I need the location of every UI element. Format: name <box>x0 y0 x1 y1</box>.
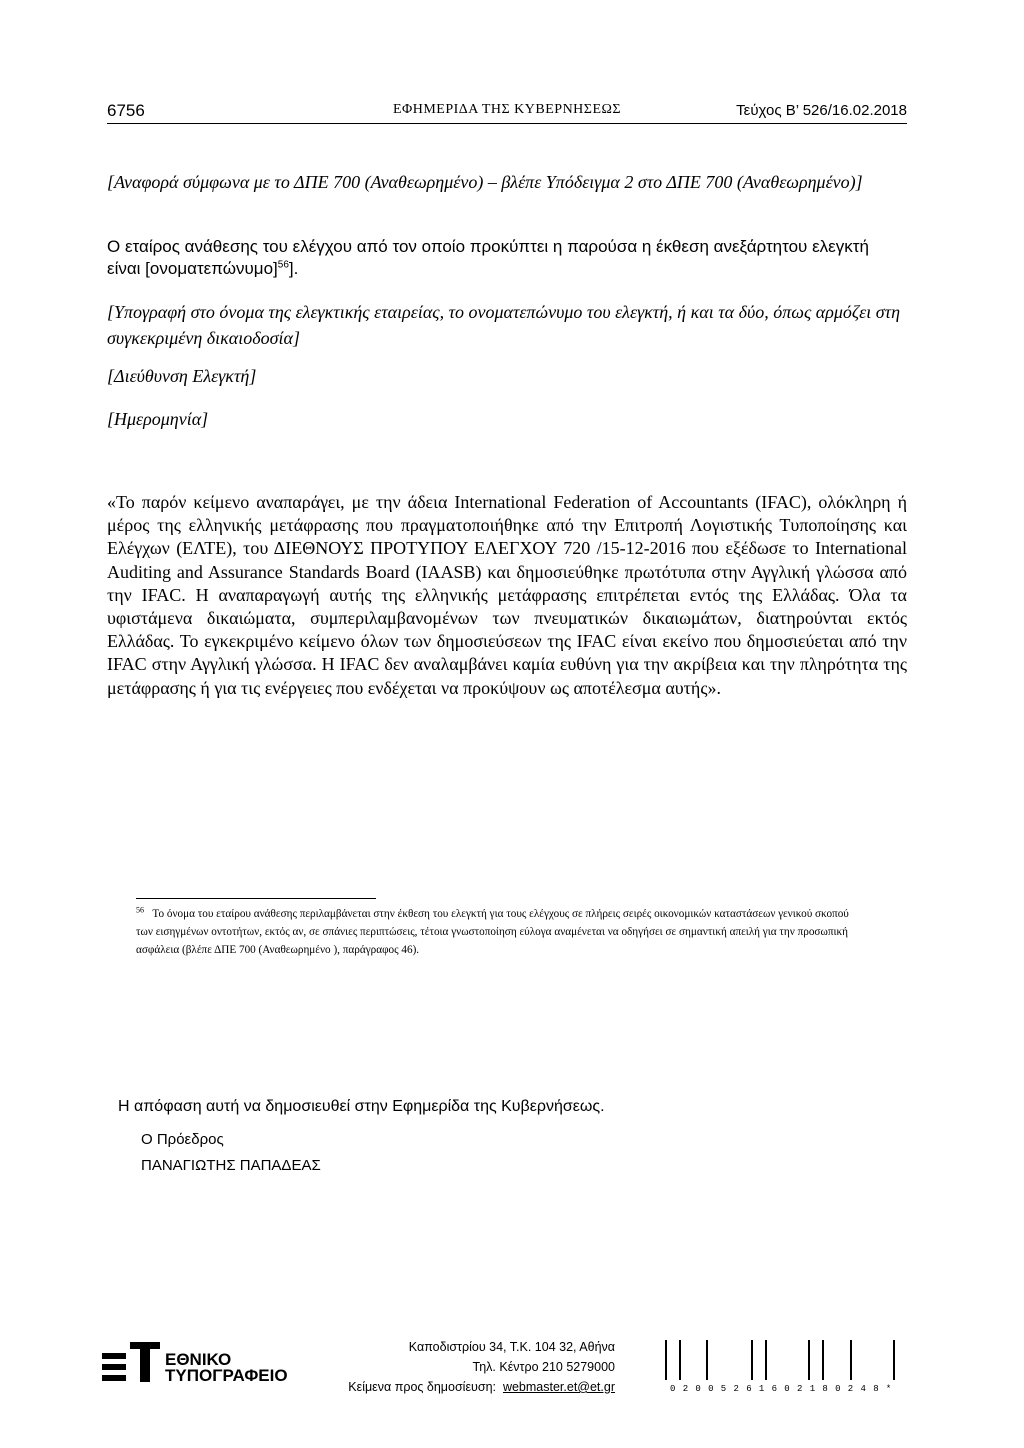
president-title: Ο Πρόεδρος <box>141 1131 224 1148</box>
logo-mark-icon <box>102 1342 160 1388</box>
logo-line-2: ΤΥΠΟΓΡΑΦΕΙΟ <box>165 1366 288 1385</box>
address-placeholder: [Διεύθυνση Ελεγκτή] <box>107 366 257 386</box>
email-link[interactable]: webmaster.et@et.gr <box>502 1380 615 1394</box>
footnote-reference[interactable]: 56 <box>277 259 289 271</box>
barcode-digits: 02005261602180248* <box>670 1384 899 1394</box>
logo-text <box>165 1352 288 1384</box>
footnote-text: Το όνομα του εταίρου ανάθεσης περιλαμβάνεται στην έκθεση του ελεγκτή για τους ελέγχους σε πλήρεις σειρές οικονομικών καταστάσεων γενικού σκοπού των εισηγμένων οντοτήτων, εκτός αν, σε σπάνιες περιπτώσεις, τέτοια γνωστοποίηση εύλογα αναμένεται να οδηγήσει σε σημαντική απειλή για την προσωπική ασφάλεια (βλέπε ΔΠΕ 700 (Αναθεωρημένο ), παράγραφος 46). <box>136 908 849 956</box>
signature-note: [Υπογραφή στο όνομα της ελεγκτικής εταιρείας, το ονοματεπώνυμο του ελεγκτή, ή και τα δύο, όπως αρμόζει στη συγκεκριμένη δικαιοδοσία] <box>107 302 900 348</box>
submission-label: Κείμενα προς δημοσίευση: <box>348 1380 496 1394</box>
footnote-divider <box>136 898 376 899</box>
partner-line <box>107 236 907 280</box>
date-placeholder: [Ημερομηνία] <box>107 409 209 429</box>
partner-line-end: ]. <box>288 259 299 278</box>
national-printing-office-logo <box>102 1342 287 1388</box>
closing-statement: Η απόφαση αυτή να δημοσιευθεί στην Εφημερίδα της Κυβερνήσεως. <box>118 1098 605 1115</box>
president-name: ΠΑΝΑΓΙΩΤΗΣ ΠΑΠΑΔΕΑΣ <box>141 1157 321 1174</box>
logo-line-1: ΕΘΝΙΚΟ <box>165 1350 232 1369</box>
footnote <box>136 905 860 959</box>
page-header <box>107 101 907 124</box>
copyright-notice: «Το παρόν κείμενο αναπαράγει, με την άδεια International Federation of Accountants (IFAC), ολόκληρη ή μέρος της ελληνικής μετάφρασης που πραγματοποιήθηκε από την Επιτροπή Λογιστικής Τυποποίησης και Ελέγχων (ΕΛΤΕ), του ΔΙΕΘΝΟΥΣ ΠΡΟΤΥΠΟΥ ΕΛΕΓΧΟΥ 720 /15-12-2016 που εξέδωσε το International Auditing and Assurance Standards Board (IAASB) και δημοσιεύθηκε πρωτότυπα στην Αγγλική γλώσσα από την IFAC. Η αναπαραγωγή αυτής της ελληνικής μετάφρασης επιτρέπεται εντός της Ελλάδας. Όλα τα υφιστάμενα δικαιώματα, συμπεριλαμβανομένων των πνευματικών δικαιωμάτων, διατηρούνται εκτός Ελλάδας. Το εγκεκριμένο κείμενο όλων των δημοσιεύσεων της IFAC είναι εκείνο που δημοσιεύεται από την IFAC στην Αγγλική γλώσσα. Η IFAC δεν αναλαμβάνει καμία ευθύνη για την ακρίβεια και την πληρότητα της μετάφρασης ή για τις ενέργειες που ενδέχεται να προκύψουν ως αποτέλεσμα αυτής». <box>107 492 907 698</box>
office-phone: Τηλ. Κέντρο 210 5279000 <box>472 1360 615 1374</box>
office-address: Καποδιστρίου 34, Τ.Κ. 104 32, Αθήνα <box>408 1340 615 1354</box>
partner-line-text: Ο εταίρος ανάθεσης του ελέγχου από τον οποίο προκύπτει η παρούσα η έκθεση ανεξάρτητου ελεγκτή είναι [ονοματεπώνυμο] <box>107 237 869 278</box>
publication-title: ΕΦΗΜΕΡΙΔΑ ΤΗΣ ΚΥΒΕΡΝΗΣΕΩΣ <box>392 102 622 117</box>
page-number: 6756 <box>107 101 145 120</box>
issue-info: Τεύχος Β’ 526/16.02.2018 <box>736 102 907 119</box>
footnote-number: 56 <box>136 905 144 915</box>
contact-info <box>320 1337 615 1397</box>
barcode-icon <box>665 1340 910 1385</box>
reference-note: [Αναφορά σύμφωνα με το ΔΠΕ 700 (Αναθεωρημένο) – βλέπε Υπόδειγμα 2 στο ΔΠΕ 700 (Αναθεωρημένο)] <box>107 172 863 192</box>
